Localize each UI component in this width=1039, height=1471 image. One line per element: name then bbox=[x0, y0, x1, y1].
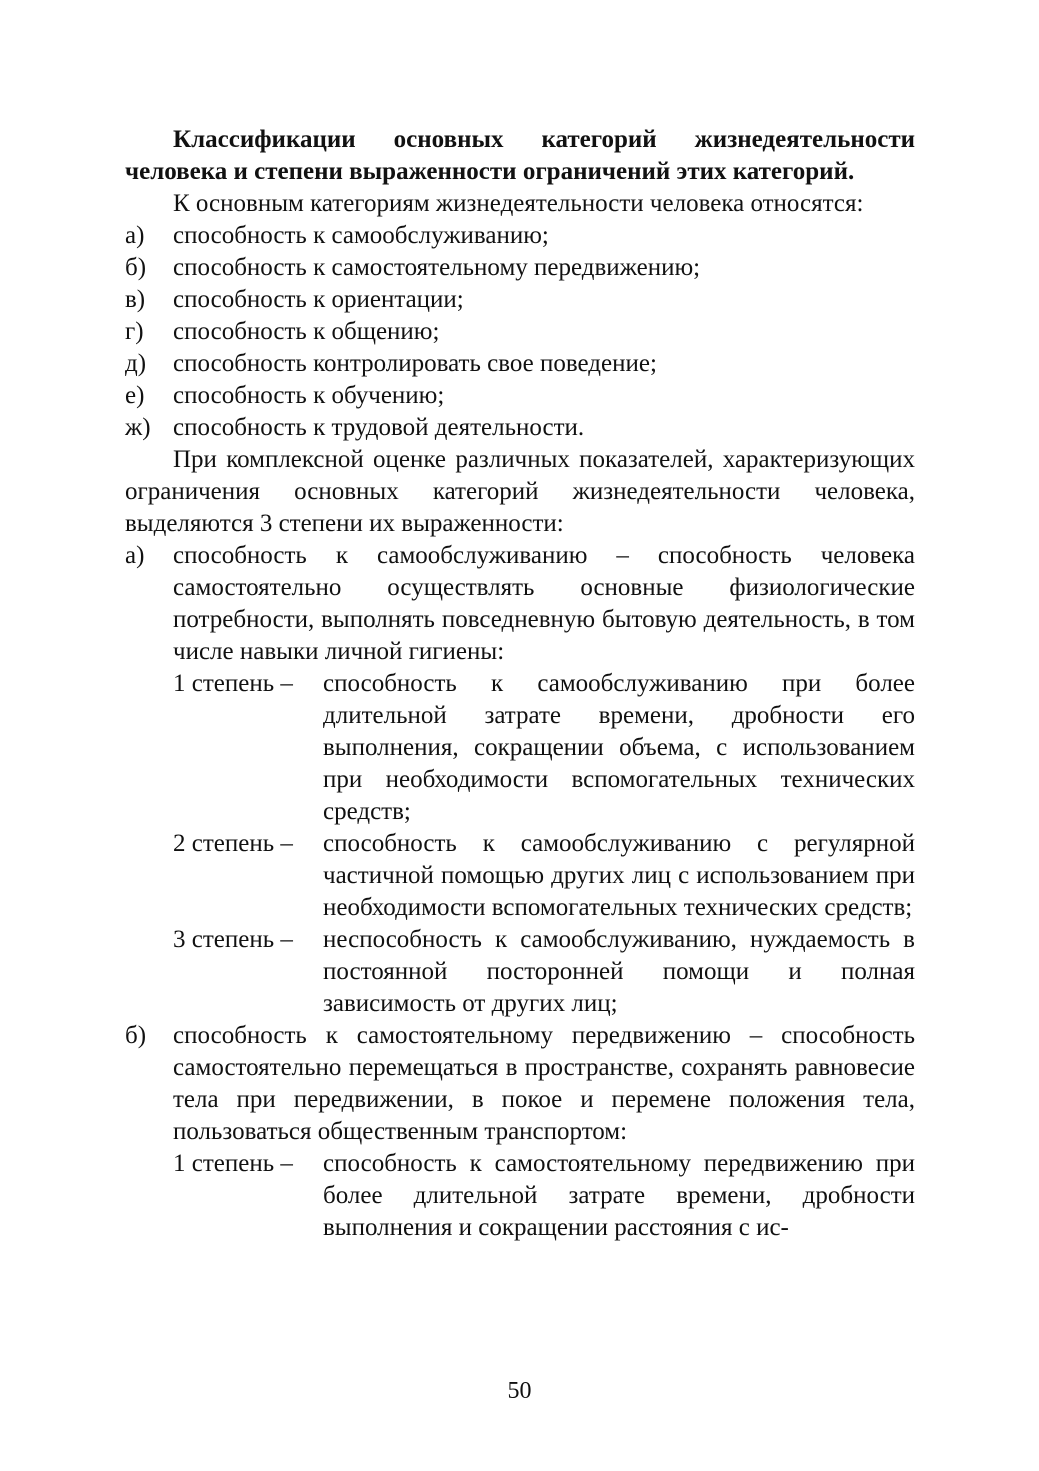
section-heading: Классификации основных категорий жизнедеятельности человека и степени выраженности ограничений этих категорий. bbox=[125, 126, 915, 185]
grade-label: 2 степень – bbox=[173, 830, 293, 857]
grade-text: неспособность к самообслуживанию, нуждаемость в постоянной посторонней помощи и полная зависимость от других лиц; bbox=[323, 926, 915, 1017]
list-item-text: способность к ориентации; bbox=[173, 286, 464, 313]
grade-label: 1 степень – bbox=[173, 1150, 293, 1177]
list-marker: а) bbox=[125, 222, 145, 249]
list-item-text: способность к трудовой деятельности. bbox=[173, 414, 585, 441]
list-item bbox=[125, 412, 915, 444]
list-marker: г) bbox=[125, 318, 144, 345]
list-item-text: способность контролировать свое поведение; bbox=[173, 350, 657, 377]
grade-item bbox=[125, 924, 915, 1020]
list-item bbox=[125, 540, 915, 668]
grade-text: способность к самообслуживанию при более длительной затрате времени, дробности его выполнения, сокращении объема, с использованием при необходимости вспомогательных технических средств; bbox=[323, 670, 915, 825]
list-marker: б) bbox=[125, 1022, 147, 1049]
categories-list bbox=[125, 220, 915, 444]
list-marker: д) bbox=[125, 350, 147, 377]
self-care-section bbox=[125, 540, 915, 1020]
list-item-text: способность к самообслуживанию; bbox=[173, 222, 549, 249]
list-marker: б) bbox=[125, 254, 147, 281]
list-item bbox=[125, 252, 915, 284]
grade-text: способность к самостоятельному передвижению при более длительной затрате времени, дробности выполнения и сокращении расстояния с ис- bbox=[323, 1150, 915, 1241]
list-item-text: способность к общению; bbox=[173, 318, 440, 345]
list-item bbox=[125, 380, 915, 412]
list-item bbox=[125, 220, 915, 252]
list-item-text: способность к самостоятельному передвижению; bbox=[173, 254, 701, 281]
intro-paragraph: К основным категориям жизнедеятельности человека относятся: bbox=[173, 190, 864, 217]
grade-item bbox=[125, 1148, 915, 1244]
document-page bbox=[125, 124, 915, 1244]
list-item bbox=[125, 284, 915, 316]
list-marker: е) bbox=[125, 382, 145, 409]
list-marker: а) bbox=[125, 542, 145, 569]
list-item bbox=[125, 348, 915, 380]
grade-label: 3 степень – bbox=[173, 926, 293, 953]
category-definition: способность к самообслуживанию – способность человека самостоятельно осуществлять основные физиологические потребности, выполнять повседневную бытовую деятельность, в том числе навыки личной гигиены: bbox=[173, 542, 915, 665]
grade-item bbox=[125, 668, 915, 828]
assessment-paragraph: При комплексной оценке различных показателей, характеризующих ограничения основных категорий жизнедеятельности человека, выделяются 3 степени их выраженности: bbox=[125, 446, 915, 537]
list-item bbox=[125, 1020, 915, 1148]
movement-section bbox=[125, 1020, 915, 1244]
list-item-text: способность к обучению; bbox=[173, 382, 445, 409]
category-definition: способность к самостоятельному передвижению – способность самостоятельно перемещаться в пространстве, сохранять равновесие тела при передвижении, в покое и перемене положения тела, пользоваться общественным транспортом: bbox=[173, 1022, 915, 1145]
list-marker: в) bbox=[125, 286, 146, 313]
list-marker: ж) bbox=[125, 414, 151, 441]
list-item bbox=[125, 316, 915, 348]
grade-text: способность к самообслуживанию с регулярной частичной помощью других лиц с использованием при необходимости вспомогательных технических средств; bbox=[323, 830, 915, 921]
grade-item bbox=[125, 828, 915, 924]
grade-label: 1 степень – bbox=[173, 670, 293, 697]
page-number: 50 bbox=[507, 1378, 532, 1404]
